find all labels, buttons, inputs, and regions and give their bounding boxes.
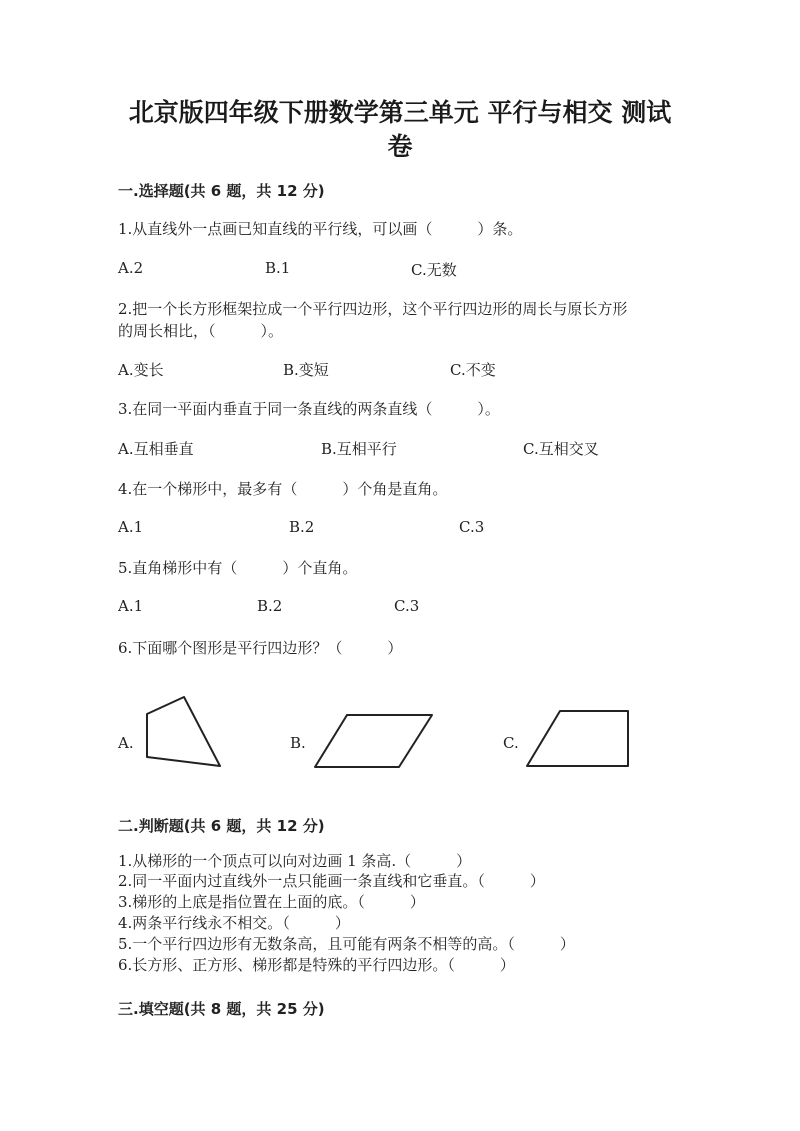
- q2-option-a: A.变长: [118, 361, 164, 379]
- q1-option-a: A.2: [118, 259, 144, 277]
- judgment-item-4: 4.两条平行线永不相交。（ ）: [118, 914, 350, 932]
- question-6: 6.下面哪个图形是平行四边形？（ ）: [118, 639, 403, 657]
- q4-option-b: B.2: [289, 518, 315, 536]
- judgment-item-5: 5.一个平行四边形有无数条高，且可能有两条不相等的高。（ ）: [118, 935, 575, 953]
- q4-option-a: A.1: [118, 518, 144, 536]
- title-line-2: 卷: [387, 132, 413, 161]
- page-title: [110, 96, 690, 164]
- question-2-line-1: 2.把一个长方形框架拉成一个平行四边形，这个平行四边形的周长与原长方形: [118, 300, 628, 318]
- q3-option-c: C.互相交叉: [523, 440, 599, 458]
- q5-option-b: B.2: [257, 597, 283, 615]
- judgment-item-2: 2.同一平面内过直线外一点只能画一条直线和它垂直。（ ）: [118, 872, 545, 890]
- question-4: 4.在一个梯形中，最多有（ ）个角是直角。: [118, 480, 448, 498]
- q5-option-c: C.3: [394, 597, 420, 615]
- judgment-item-1: 1.从梯形的一个顶点可以向对边画 1 条高.（ ）: [118, 852, 472, 870]
- q6-label-c: C.: [503, 734, 519, 752]
- section-heading-judgment: 二.判断题(共 6 题，共 12 分): [118, 817, 325, 835]
- judgment-item-6: 6.长方形、正方形、梯形都是特殊的平行四边形。（ ）: [118, 956, 515, 974]
- question-3: 3.在同一平面内垂直于同一条直线的两条直线（ ）。: [118, 400, 500, 418]
- question-1: 1.从直线外一点画已知直线的平行线，可以画（ ）条。: [118, 220, 523, 238]
- q1-option-c: C.无数: [411, 261, 457, 279]
- q3-option-a: A.互相垂直: [118, 440, 194, 458]
- q4-option-c: C.3: [459, 518, 485, 536]
- q1-option-b: B.1: [265, 259, 291, 277]
- section-heading-fill-blank: 三.填空题(共 8 题，共 25 分): [118, 1000, 325, 1018]
- judgment-item-3: 3.梯形的上底是指位置在上面的底。（ ）: [118, 893, 425, 911]
- q2-option-c: C.不变: [450, 361, 496, 379]
- q2-option-b: B.变短: [283, 361, 329, 379]
- question-2-line-2: 的周长相比，（ ）。: [118, 322, 284, 340]
- question-5: 5.直角梯形中有（ ）个直角。: [118, 559, 358, 577]
- section-heading-choice: 一.选择题(共 6 题，共 12 分): [118, 182, 325, 200]
- parallelogram-figure-b: [310, 710, 435, 772]
- q5-option-a: A.1: [118, 597, 144, 615]
- q6-label-b: B.: [290, 734, 306, 752]
- title-line-1: 北京版四年级下册数学第三单元 平行与相交 测试: [128, 98, 672, 127]
- q3-option-b: B.互相平行: [321, 440, 397, 458]
- trapezoid-figure-c: [522, 706, 634, 770]
- quadrilateral-figure-a: [140, 690, 230, 770]
- q6-label-a: A.: [118, 734, 134, 752]
